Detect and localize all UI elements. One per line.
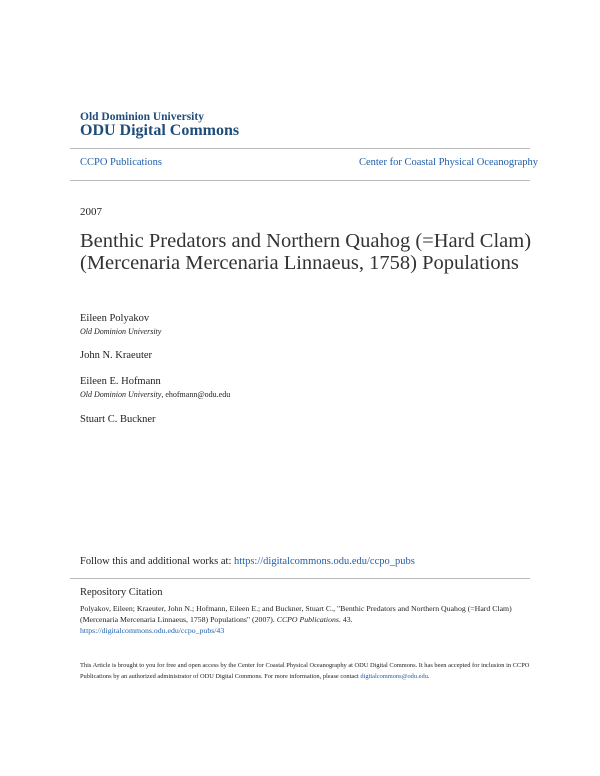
institution-name: Old Dominion University xyxy=(80,111,204,123)
publication-year: 2007 xyxy=(80,206,102,218)
author-email: , ehofmann@odu.edu xyxy=(161,390,231,399)
author-affiliation: Old Dominion University, ehofmann@odu.edu xyxy=(80,390,231,399)
author-name: Eileen E. Hofmann xyxy=(80,376,161,387)
top-divider xyxy=(70,148,530,149)
follow-text: Follow this and additional works at: xyxy=(80,556,234,567)
bottom-divider xyxy=(70,180,530,181)
citation-divider xyxy=(70,578,530,579)
repository-name[interactable]: ODU Digital Commons xyxy=(80,122,240,139)
citation-journal: CCPO Publications xyxy=(276,615,339,624)
citation-link[interactable]: https://digitalcommons.odu.edu/ccpo_pubs/43 xyxy=(80,626,225,635)
contact-email-link[interactable]: digitalcommons@odu.edu xyxy=(360,673,428,680)
author-affiliation: Old Dominion University xyxy=(80,327,162,336)
series-link-center-coastal-oceanography[interactable]: Center for Coastal Physical Oceanography xyxy=(358,157,538,168)
access-notice: This Article is brought to you for free and open access by the Center for Coastal Physical Oceanography at ODU Digital Commons. It has been accepted for inclusion in CCPO Publications by an authorized administrator of ODU Digital Commons. For more information, please contact digitalcommons@odu.edu. xyxy=(80,662,530,680)
follow-line xyxy=(80,556,415,567)
series-link-ccpo-publications[interactable]: CCPO Publications xyxy=(80,157,162,168)
follow-link[interactable]: https://digitalcommons.odu.edu/ccpo_pubs xyxy=(234,556,415,567)
article-title: Benthic Predators and Northern Quahog (=Hard Clam) (Mercenaria Mercenaria Linnaeus, 1758) Populations xyxy=(80,230,532,274)
citation-suffix: . 43. xyxy=(338,615,353,624)
citation-text xyxy=(80,603,530,636)
citation-body: Polyakov, Eileen; Kraeuter, John N.; Hofmann, Eileen E.; and Buckner, Stuart C., "Benthic Predators and Northern Quahog (=Hard Clam) (Mercenaria Mercenaria Linnaeus, 1758) Populations" (2007). xyxy=(80,604,512,624)
author-name: John N. Kraeuter xyxy=(80,350,153,361)
repository-citation-heading: Repository Citation xyxy=(80,587,163,598)
author-name: Stuart C. Buckner xyxy=(80,414,156,425)
author-name: Eileen Polyakov xyxy=(80,313,150,324)
access-notice-text: This Article is brought to you for free and open access by the Center for Coastal Physical Oceanography at ODU Digital Commons. It has been accepted for inclusion in CCPO Publications by an authorized administrator of ODU Digital Commons. For more information, please contact xyxy=(80,662,530,680)
